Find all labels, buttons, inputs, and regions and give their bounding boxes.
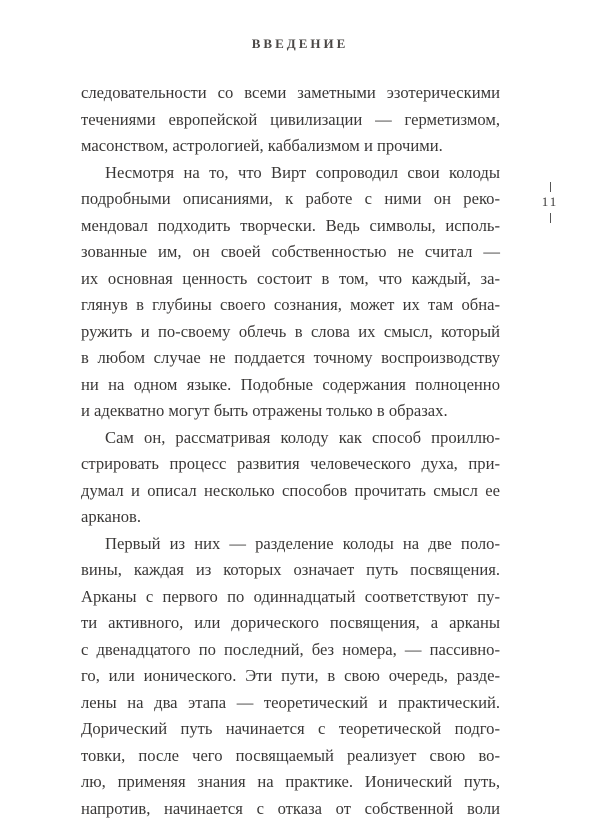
text-line: глянув в глубины своего сознания, может их там обна- (81, 292, 500, 319)
text-line: Несмотря на то, что Вирт сопроводил свои колоды (81, 160, 500, 187)
text-line: товки, после чего посвящаемый реализует свою во- (81, 743, 500, 770)
text-line: лю, применяя знания на практике. Ионический путь, (81, 769, 500, 796)
page-number-marker (532, 182, 568, 223)
text-line: думал и описал несколько способов прочитать смысл ее (81, 478, 500, 505)
text-line: вины, каждая из которых означает путь посвящения. (81, 557, 500, 584)
text-line: ти активного, или дорического посвящения, а арканы (81, 610, 500, 637)
text-line: лены на два этапа — теоретический и практический. (81, 690, 500, 717)
text-line: го, или ионического. Эти пути, в свою очередь, разде- (81, 663, 500, 690)
text-line: в любом случае не поддается точному воспроизводству (81, 345, 500, 372)
text-line: стрировать процесс развития человеческого духа, при- (81, 451, 500, 478)
text-line: с двенадцатого по последний, без номера, — пассивно- (81, 637, 500, 664)
text-line: ружить и по-своему облечь в слова их смысл, который (81, 319, 500, 346)
page-number: 11 (532, 192, 568, 213)
running-head: ВВЕДЕНИЕ (0, 36, 600, 52)
text-line: следовательности со всеми заметными эзотерическими (81, 80, 500, 107)
text-line: ни на одном языке. Подобные содержания полноценно (81, 372, 500, 399)
text-line: Арканы с первого по одиннадцатый соответствуют пу- (81, 584, 500, 611)
text-line: напротив, начинается с отказа от собственной воли (81, 796, 500, 822)
text-line: Сам он, рассматривая колоду как способ проиллю- (81, 425, 500, 452)
text-line: зованные им, он своей собственностью не считал — (81, 239, 500, 266)
text-line: и адекватно могут быть отражены только в образах. (81, 398, 500, 425)
text-line: Дорический путь начинается с теоретической подго- (81, 716, 500, 743)
text-line: их основная ценность состоит в том, что каждый, за- (81, 266, 500, 293)
text-line: Первый из них — разделение колоды на две поло- (81, 531, 500, 558)
page-number-rule-top (550, 182, 551, 192)
text-line: масонством, астрологией, каббализмом и прочими. (81, 133, 500, 160)
text-line: мендовал подходить творчески. Ведь символы, исполь- (81, 213, 500, 240)
text-line: арканов. (81, 504, 500, 531)
text-line: подробными описаниями, к работе с ними он реко- (81, 186, 500, 213)
page-number-rule-bottom (550, 213, 551, 223)
body-text (81, 80, 500, 822)
text-line: течениями европейской цивилизации — герметизмом, (81, 107, 500, 134)
